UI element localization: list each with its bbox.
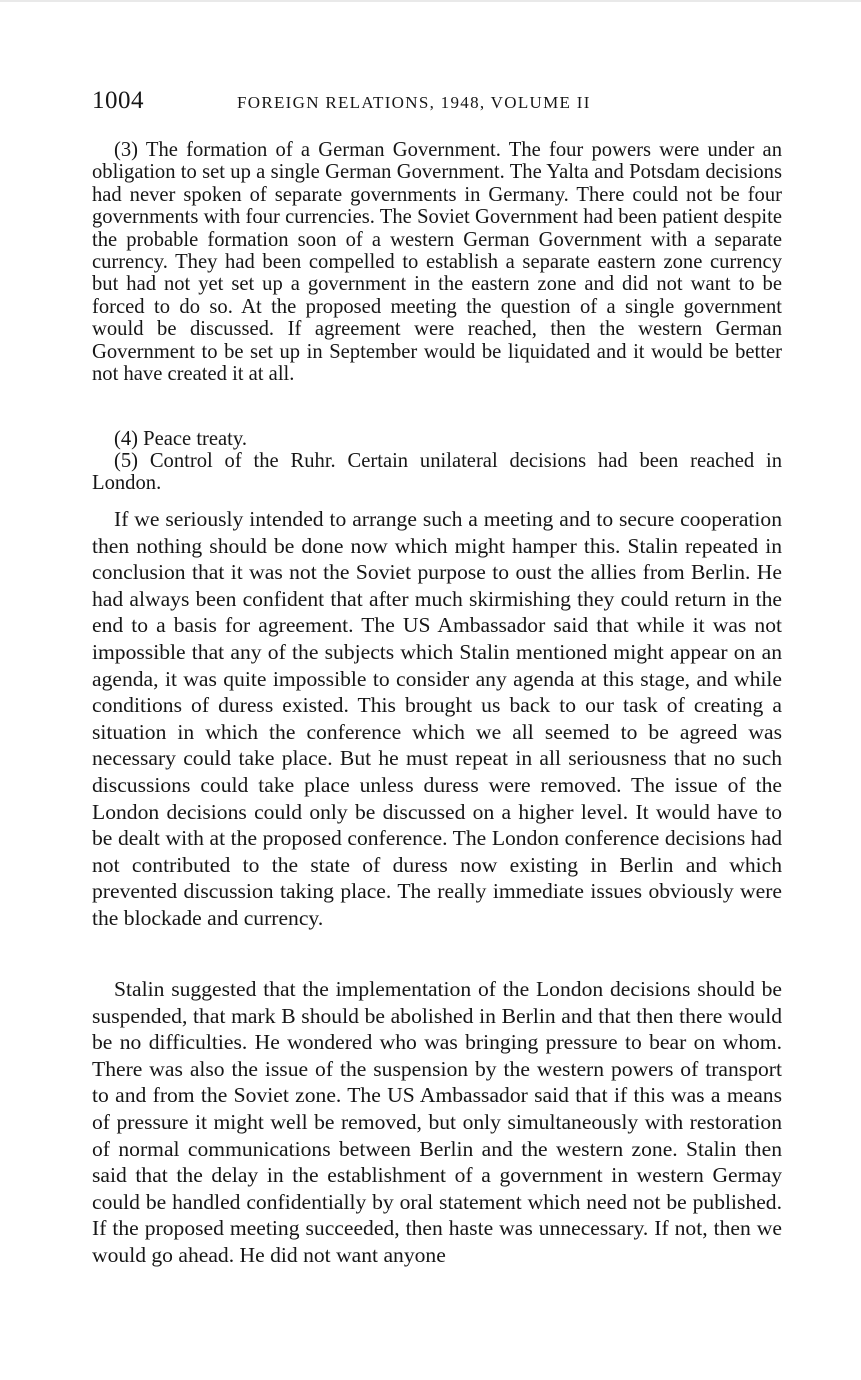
body-paragraph-1: If we seriously intended to arrange such a meeting and to secure cooperation then nothing should be done now which might hamper this. Stalin repeated in conclusion that it was not the Soviet purpose to oust the allies from Berlin. He had always been confident that after much skirmishing they could return in the end to a basis for agreement. The US Ambassador said that while it was not impossible that any of the subjects which Stalin mentioned might appear on an agenda, it was quite impossible to consider any agenda at this stage, and while conditions of duress existed. This brought us back to our task of creating a situation in which the conference which we all seemed to be agreed was necessary could take place. But he must repeat in all seriousness that no such discussions could take place unless duress were removed. The issue of the London decisions could only be discussed on a higher level. It would have to be dealt with at the proposed conference. The London conference decisions had not contributed to the state of duress now existing in Berlin and which prevented discussion taking place. The really immediate issues obviously were the blockade and currency. [92, 507, 782, 930]
running-head: FOREIGN RELATIONS, 1948, VOLUME II [237, 93, 591, 112]
page-header [92, 87, 782, 117]
top-edge-rule [0, 0, 861, 2]
list-item-4: (4) Peace treaty. [114, 428, 248, 450]
body-paragraph-2: Stalin suggested that the implementation of the London decisions should be suspended, that mark B should be abolished in Berlin and that then there would be no difficulties. He wondered who was bringing pressure to bear on whom. There was also the issue of the suspension by the western powers of transport to and from the Soviet zone. The US Ambassador said that if this was a means of pressure it might well be removed, but only simultaneously with restoration of normal communications between Berlin and the western zone. Stalin then said that the delay in the establishment of a government in western Germay could be handled confidentially by oral statement which need not be published. If the proposed meeting succeeded, then haste was unnecessary. If not, then we would go ahead. He did not want anyone [92, 977, 782, 1267]
list-item-3: (3) The formation of a German Government. The four powers were under an obligation to set up a single German Government. The Yalta and Potsdam decisions had never spoken of separate governments in Germany. There could not be four governments with four currencies. The Soviet Government had been patient despite the probable formation soon of a western German Government with a separate currency. They had been compelled to establish a separate eastern zone currency but had not yet set up a government in the eastern zone and did not want to be forced to do so. At the proposed meeting the question of a single government would be discussed. If agreement were reached, then the western German Government to be set up in September would be liquidated and it would be better not have created it at all. [92, 139, 782, 386]
page-number: 1004 [92, 87, 144, 114]
list-item-5: (5) Control of the Ruhr. Certain unilateral decisions had been reached in London. [92, 450, 782, 495]
